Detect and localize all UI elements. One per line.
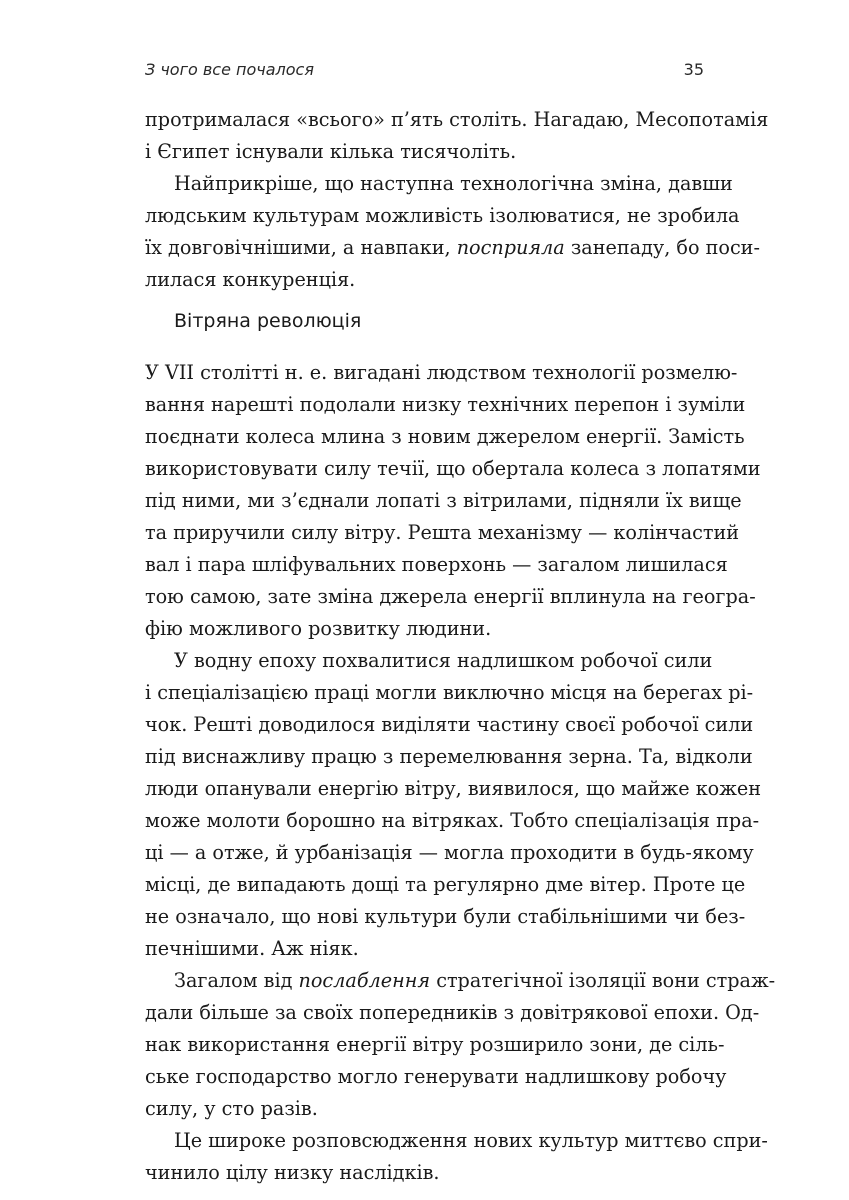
text-line: силу, у сто разів.	[145, 1097, 318, 1120]
text-run: їх довговічнішими, а навпаки,	[145, 236, 457, 259]
text-line: Це широке розповсюдження нових культур миттєво спри-	[174, 1129, 768, 1152]
text-line	[145, 232, 760, 264]
text-run: стратегічної ізоляції вони страж-	[430, 969, 776, 992]
text-line: ське господарство могло генерувати надлишкову робочу	[145, 1065, 727, 1088]
text-line: під ними, ми з’єднали лопаті з вітрилами, підняли їх вище	[145, 489, 742, 512]
text-line: вання нарешті подолали низку технічних перепон і зуміли	[145, 393, 746, 416]
text-line: тою самою, зате зміна джерела енергії вплинула на геогра-	[145, 585, 756, 608]
page-number: 35	[683, 60, 704, 79]
text-line: не означало, що нові культури були стабільнішими чи без-	[145, 905, 746, 928]
text-line: ці — а отже, й урбанізація — могла проходити в будь-якому	[145, 841, 754, 864]
text-line: протрималася «всього» п’ять століть. Нагадаю, Месопотамія	[145, 108, 769, 131]
text-line: люди опанували енергію вітру, виявилося, що майже кожен	[145, 777, 762, 800]
text-line: та приручили силу вітру. Решта механізму — колінчастий	[145, 521, 740, 544]
emphasis: посприяла	[456, 236, 565, 259]
text-line: вал і пара шліфувальних поверхонь — загалом лишилася	[145, 553, 728, 576]
running-header	[145, 60, 704, 88]
text-line	[145, 965, 776, 997]
text-line: чок. Решті доводилося виділяти частину своєї робочої сили	[145, 713, 754, 736]
running-title: З чого все почалося	[145, 60, 314, 79]
text-run: Загалом від	[174, 969, 299, 992]
text-line: лилася конкуренція.	[145, 268, 356, 291]
text-line: під виснажливу працю з перемелювання зерна. Та, відколи	[145, 745, 753, 768]
paragraph-intro	[145, 104, 769, 296]
text-line: поєднати колеса млина з новим джерелом енергії. Замість	[145, 425, 745, 448]
text-line: дали більше за своїх попередників з довітрякової епохи. Од-	[145, 1001, 760, 1024]
text-line: нак використання енергії вітру розширило зони, де сіль-	[145, 1033, 725, 1056]
text-line: фію можливого розвитку людини.	[145, 617, 492, 640]
text-line: печнішими. Аж ніяк.	[145, 937, 359, 960]
paragraph-body	[145, 357, 776, 1189]
text-line: місці, де випадають дощі та регулярно дме вітер. Проте це	[145, 873, 746, 896]
text-line: У VII столітті н. е. вигадані людством технології розмелю-	[145, 361, 738, 384]
text-line: Найприкріше, що наступна технологічна зміна, давши	[174, 172, 733, 195]
text-line: може молоти борошно на вітряках. Тобто спеціалізація пра-	[145, 809, 760, 832]
text-line: У водну епоху похвалитися надлишком робочої сили	[174, 649, 713, 672]
text-line: використовувати силу течії, що обертала колеса з лопатями	[145, 457, 761, 480]
text-line: чинило цілу низку наслідків.	[145, 1161, 440, 1184]
text-line: людським культурам можливість ізолюватися, не зробила	[145, 204, 740, 227]
text-run: занепаду, бо поси-	[564, 236, 760, 259]
text-line: і Єгипет існували кілька тисячоліть.	[145, 140, 517, 163]
section-heading: Вітряна революція	[174, 310, 362, 332]
emphasis: послаблення	[298, 969, 431, 992]
text-line: і спеціалізацією праці могли виключно місця на берегах рі-	[145, 681, 754, 704]
